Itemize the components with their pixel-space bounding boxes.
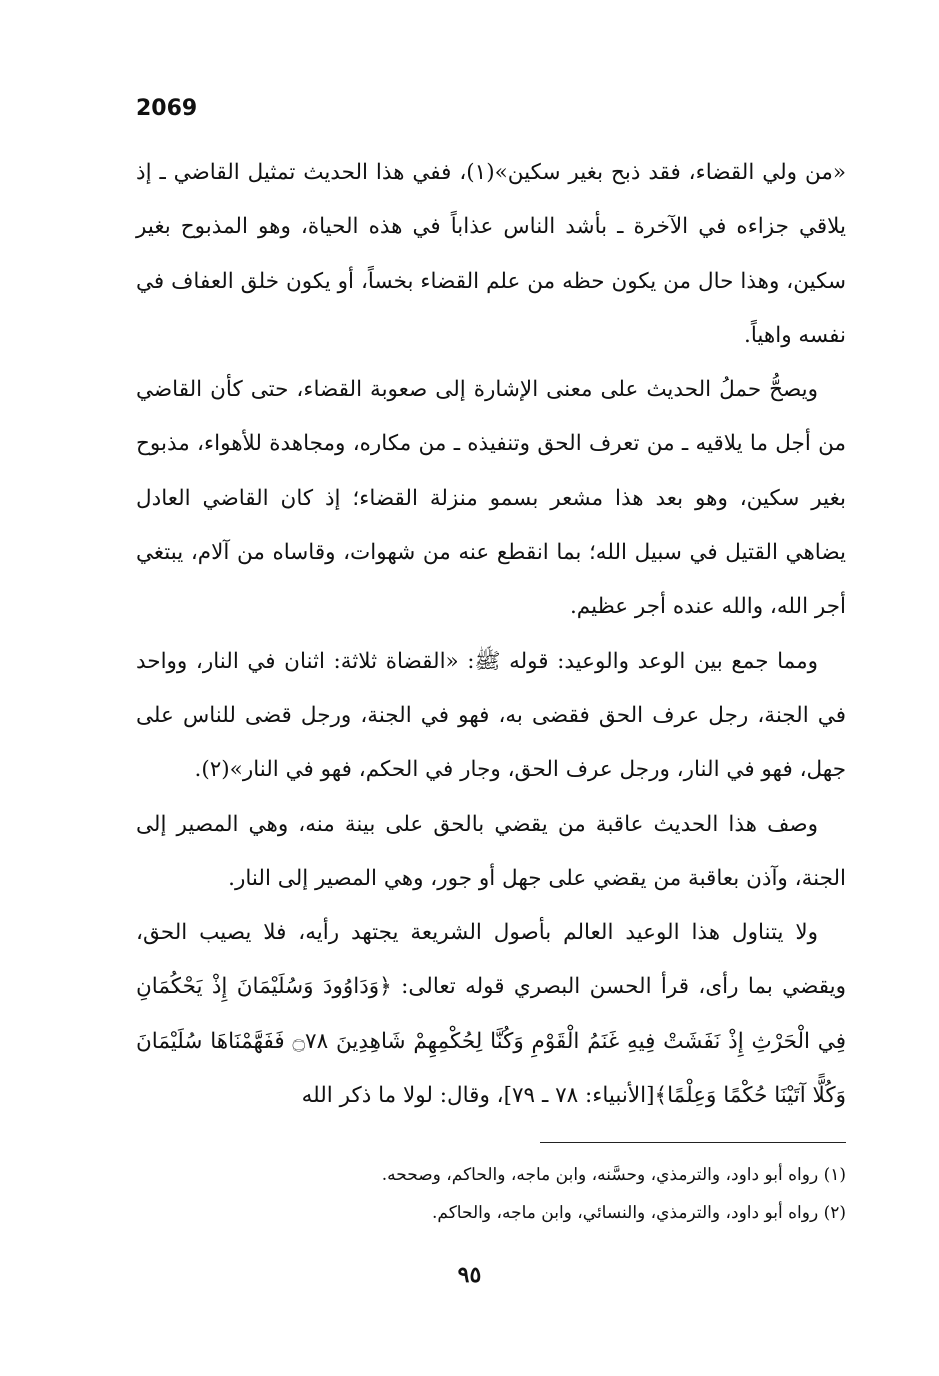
- running-header-number: 2069: [136, 96, 198, 121]
- paragraph: ويصحُّ حملُ الحديث على معنى الإشارة إلى صعوبة القضاء، حتى كأن القاضي من أجل ما يلاقيه ـ من تعرف الحق وتنفيذه ـ من مكاره، ومجاهدة للأهواء، مذبوح بغير سكين، وهو بعد هذا مشعر بسمو منزلة القضاء؛ إذ كان القاضي العادل يضاهي القتيل في سبيل الله؛ بما انقطع عنه من شهوات، وقاساه من آلام، يبتغي أجر الله، والله عنده أجر عظيم.: [136, 377, 846, 620]
- paragraph: ولا يتناول هذا الوعيد العالم بأصول الشريعة يجتهد رأيه، فلا يصيب الحق، ويقضي بما رأى، قرأ الحسن البصري قوله تعالى: ﴿وَدَاوُودَ وَسُلَيْمَانَ إِذْ يَحْكُمَانِ فِي الْحَرْثِ إِذْ نَفَشَتْ فِيهِ غَنَمُ الْقَوْمِ وَكُنَّا لِحُكْمِهِمْ شَاهِدِينَ ۝٧٨ فَفَهَّمْنَاهَا سُلَيْمَانَ وَكُلًّا آتَيْنَا حُكْمًا وَعِلْمًا﴾[الأنبياء: ٧٨ ـ ٧٩]، وقال: لولا ما ذكر الله: [136, 920, 847, 1109]
- paragraph: وصف هذا الحديث عاقبة من يقضي بالحق على بينة منه، وهي المصير إلى الجنة، وآذن بعاقبة من يقضي على جهل أو جور، وهي المصير إلى النار.: [136, 811, 846, 891]
- footnote: (١) رواه أبو داود، والترمذي، وحسَّنه، وابن ماجه، والحاكم، وصححه.: [381, 1165, 846, 1185]
- page-number: ٩٥: [457, 1262, 482, 1288]
- footnote: (٢) رواه أبو داود، والترمذي، والنسائي، وابن ماجه، والحاكم.: [432, 1203, 846, 1223]
- paragraph: «من ولي القضاء، فقد ذبح بغير سكين»(١)، ففي هذا الحديث تمثيل القاضي ـ إذ يلاقي جزاءه في الآخرة ـ بأشد الناس عذاباً في هذه الحياة، وهو المذبوح بغير سكين، وهذا حال من يكون حظه من علم القضاء بخساً، أو يكون خلق العفاف في نفسه واهياً.: [136, 160, 846, 348]
- paragraph: ومما جمع بين الوعد والوعيد: قوله ﷺ: «القضاة ثلاثة: اثنان في النار، وواحد في الجنة، رجل عرف الحق فقضى به، فهو في الجنة، ورجل قضى للناس على جهل، فهو في النار، ورجل عرف الحق، وجار في الحكم، فهو في النار»(٢).: [136, 648, 846, 783]
- main-text: [136, 146, 846, 1123]
- footnote-separator: [540, 1142, 846, 1143]
- footnotes: [136, 1156, 846, 1232]
